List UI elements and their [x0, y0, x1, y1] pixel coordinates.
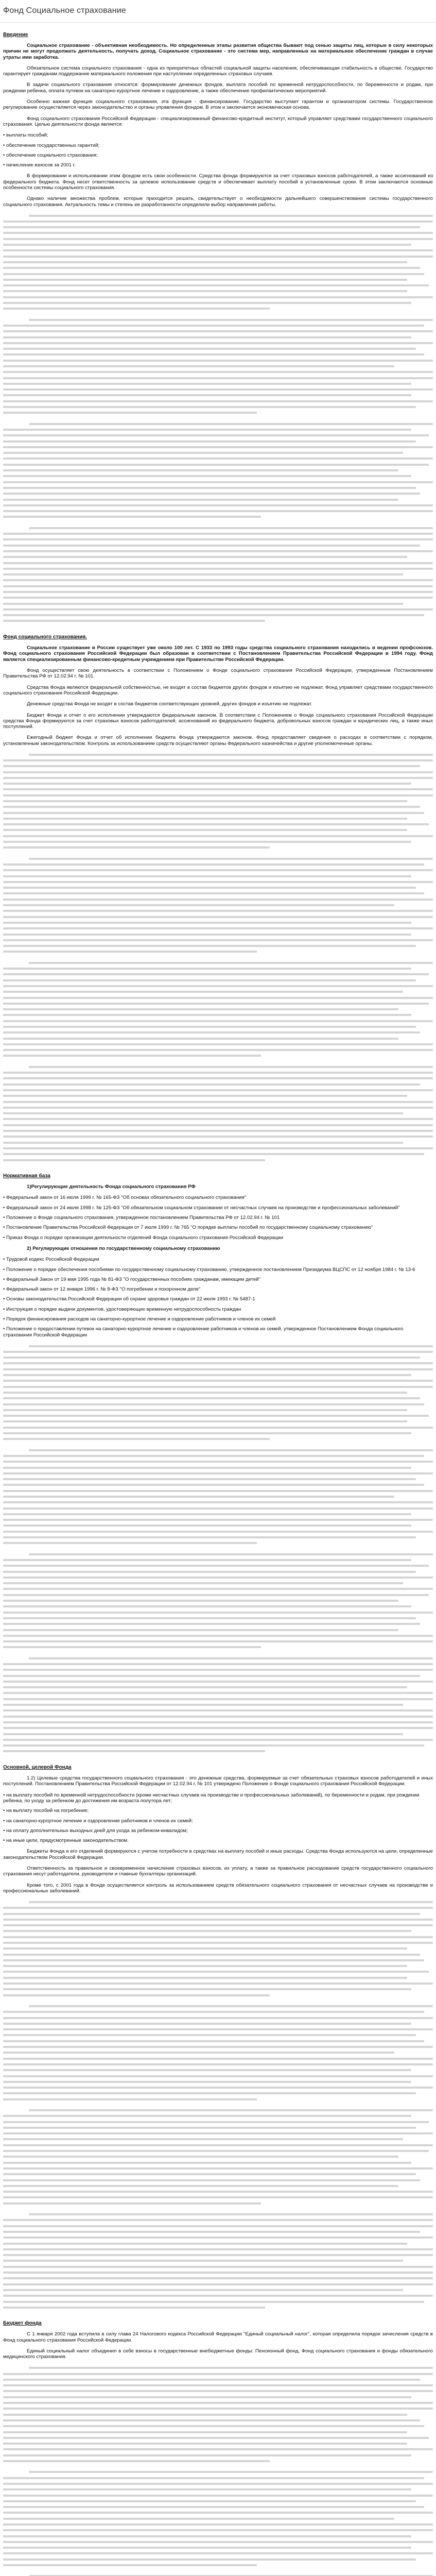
list-item: • Федеральный закон от 24 июля 1998 г. № 125-ФЗ "Об обязательном социальном страховании от несчастных случаев на производстве и профессиональных заболеваний": [3, 1205, 433, 1211]
list-item: • Постановление Правительства Российской Федерации от 7 июля 1999 г. № 765 "О порядке выплаты пособий по государственному социальному страхованию": [3, 1225, 433, 1230]
text-lines: [3, 2365, 433, 2576]
list-item: • Положение о Фонде социального страхования, утвержденное постановлением Правительства РФ от 12.02.94 г. № 101: [3, 1215, 433, 1221]
list-item: • Федеральный закон от 12 января 1996 г. № 8-ФЗ "О погребении и похоронном деле": [3, 1286, 433, 1292]
document-body: [0, 32, 436, 2576]
paragraph: Социальное страхование в России существует уже около 100 лет. С 1933 по 1993 годы средства социального страхования находились в ведении профсоюзов. Фонд социального страхования Российской Федерации был образован в соответствии с Постановлением Правительства Российской Федерации в 1994 году. Фонд является специализированным финансово-кредитным учреждением при Правительстве Российской Федерации.: [3, 645, 433, 663]
list-item: • обеспечение государственных гарантий;: [3, 143, 433, 148]
list-item: • Основы законодательства Российской Федерации об охране здоровья граждан от 22 июля 1993 г. № 5487-1: [3, 1296, 433, 1302]
text-lines: [3, 213, 433, 629]
section-heading: Фонд социального страхования.: [3, 634, 87, 640]
paragraph: В задачи социального страхования относятся: формирование денежных фондов, выплата пособий по временной нетрудоспособности, по беременности и родам, при рождении ребенка, оплата путевок на санаторно-курортное лечение и оздоровление, а также обеспечение профилактических мероприятий.: [3, 82, 433, 94]
paragraph: Ежегодный бюджет Фонда и отчет об исполнении бюджета Фонда утверждаются законом. Фонд предоставляет сведения о расходах в соответствии с порядком, установленным законодательством. Контроль за использованием средств осуществляют органы Федерального казначейства и другие уполномоченные органы.: [3, 735, 433, 747]
paragraph: 2) Регулирующие отношения по государственному социальному страхованию: [27, 1245, 220, 1251]
bullet-list: [3, 1195, 433, 1240]
paragraph: С 1 января 2002 года вступила в силу глава 24 Налогового кодекса Российской Федерации "Единый социальный налог", которая определила порядок зачисления средств в Фонд социального страхования Российской Федерации.: [3, 2331, 433, 2343]
paragraph: Особенно важная функция социального страхования, эта функция - финансирование. Государство выступает гарантом и организатором системы. Государственное регулирование осуществляется через законодательство и органы управления фондом. В этом и заключается экономическая основа.: [3, 99, 433, 111]
paragraph: Ответственность за правильное и своевременное начисление страховых взносов, их уплату, а также за правильное расходование средств государственного социального страхования несут работодатели, руководители и главные бухгалтеры организаций.: [3, 1866, 433, 1877]
list-item: • на оплату дополнительных выходных дней для ухода за ребенком-инвалидом;: [3, 1828, 433, 1834]
bullet-list: [3, 132, 433, 168]
list-item: • Федеральный закон от 16 июля 1999 г. № 165-ФЗ "Об основах обязательного социального страхования": [3, 1195, 433, 1200]
list-item: • Положение о предоставлении путевок на санаторно-курортное лечение и оздоровление работников и членов их семей, утвержденное Постановлением Фонда социального страхования Российской Федерации: [3, 1326, 433, 1338]
list-item: • Инструкция о порядке выдачи документов, удостоверяющих временную нетрудоспособность граждан: [3, 1307, 433, 1312]
paragraph: Единый социальный налог объединил в себе взносы в государственные внебюджетные фонды: Пенсионный фонд, Фонд социального страхования и фонды обязательного медицинского страхования.: [3, 2348, 433, 2360]
paragraph: В формировании и использовании этим фондом есть свои особенности. Средства фонда формируются за счет страховых взносов работодателей, а также ассигнований из федерального бюджета. Фонд несет ответственность за целевое использование средств и обеспечивает выплату пособий в установленные сроки. В этом заключаются основные особенности системы социального страхования.: [3, 173, 433, 191]
paragraph: Средства Фонда являются федеральной собственностью, не входят в состав бюджетов других фондов и изъятию не подлежат. Фонд управляет средствами государственного социального страхования Российской Федерации.: [3, 684, 433, 696]
paragraph: Фонд социального страхования Российской Федерации - специализированный финансово-кредитный институт, который управляет средствами государственного социального страхования. Целью деятельности фонда является:: [3, 115, 433, 127]
text-lines: [3, 752, 433, 1168]
paragraph: 1.2) Целевые средства государственного социального страхования - это денежные средства, формируемые за счет обязательных страховых взносов работодателей и иных поступлений. Постановлением Правительства Российской Федерации от 12.02.94 г. № 101 утверждено Положение о Фонде социального страхования Российской Федерации.: [3, 1775, 433, 1787]
document-header: [0, 0, 436, 23]
list-item: • Положение о порядке обеспечения пособиями по государственному социальному страхованию, утвержденное постановлением Президиума ВЦСПС от 12 ноября 1984 г. № 13-6: [3, 1267, 433, 1273]
section-heading: Введение: [3, 32, 28, 38]
list-item: • на выплату пособий на погребение;: [3, 1808, 433, 1814]
section-heading: Нормативная база: [3, 1173, 50, 1179]
list-item: • Порядок финансирования расходов на санаторно-курортное лечение и оздоровление работников и членов их семей: [3, 1316, 433, 1322]
document-text: [3, 32, 433, 2576]
paragraph: 1)Регулирующие деятельность Фонда социального страхования РФ: [27, 1184, 196, 1190]
paragraph: Однако наличие множества проблем, которые приходится решать, свидетельствует о необходимости дальнейшего совершенствования системы государственного социального страхования. Актуальность темы и степень ее разработанности определили выбор направления работы.: [3, 196, 433, 208]
paragraph: Кроме того, с 2001 года в Фонде осуществляется контроль за использованием средств обязательного социального страхования от несчастных случаев на производстве и профессиональных заболеваний.: [3, 1882, 433, 1894]
text-lines: [3, 1899, 433, 2315]
paragraph: Фонд осуществляет свою деятельность в соответствии с Положением о Фонде социального страхования Российской Федерации, утвержденным Постановлением Правительства РФ от 12.02.94 г. № 101.: [3, 668, 433, 680]
bullet-list: [3, 1792, 433, 1844]
list-item: • обеспечение социального страхования;: [3, 152, 433, 158]
paragraph: Социальное страхование - объективная необходимость. Но определенные этапы развития общества бывают под сенью защиты лиц, которые в силу некоторых причин не могут продолжать деятельность, получать доход. Социальное страхование - это система мер, направленных на материальное обеспечение граждан в случае утраты ими заработка.: [3, 43, 433, 60]
list-item: • Федеральный Закон от 19 мая 1995 года № 81-ФЗ "О государственных пособиях гражданам, имеющим детей": [3, 1277, 433, 1282]
paragraph: Денежные средства Фонда не входят в состав бюджетов соответствующих уровней, других фондов и изъятию не подлежат.: [27, 701, 312, 707]
list-item: • на выплату пособий по временной нетрудоспособности (кроме несчастных случаев на производстве и профессиональных заболеваний), по беременности и родам, при рождении ребенка, по уходу за ребенком до достижения им возраста полутора лет;: [3, 1792, 433, 1804]
paragraph: Обязательное система социального страхования - одна из приоритетных областей социальной защиты населения, обеспечивающая стабильность в обществе. Государство гарантирует гражданам поддержание материального положения при наступлении определенных страховых случаев.: [3, 65, 433, 77]
paragraph: Бюджеты Фонда и его отделений формируются с учетом потребности в средствах на выплату пособий и иные расходы. Средства Фонда используются на цели, определенные законодательством Российской Федерации.: [3, 1849, 433, 1860]
section-heading: Основной, целевой Фонда: [3, 1765, 72, 1771]
list-item: • Приказ Фонда о порядке организации деятельности отделений Фонда социального страхования Российской Федерации: [3, 1235, 433, 1241]
list-item: • выплаты пособий;: [3, 132, 433, 138]
text-lines: [3, 1343, 433, 1759]
document-title: Фонд Социальное страхование: [3, 6, 127, 15]
list-item: • на санаторно-курортное лечение и оздоровление работников и членов их семей;: [3, 1818, 433, 1824]
bullet-list: [3, 1257, 433, 1338]
list-item: • начисление взносов за 2001 г.: [3, 162, 433, 168]
paragraph: Бюджет Фонда и отчет о его исполнении утверждаются федеральным законом. В соответствии с Положением о Фонде социального страхования Российской Федерации средства Фонда формируются за счет страховых взносов работодателей, ассигнований из федерального бюджета, добровольных взносов граждан и юридических лиц, а также иных поступлений.: [3, 712, 433, 730]
section-heading: Бюджет фонда: [3, 2320, 42, 2327]
list-item: • Трудовой кодекс Российской Федерации: [3, 1257, 433, 1262]
list-item: • на иные цели, предусмотренные законодательством.: [3, 1838, 433, 1843]
